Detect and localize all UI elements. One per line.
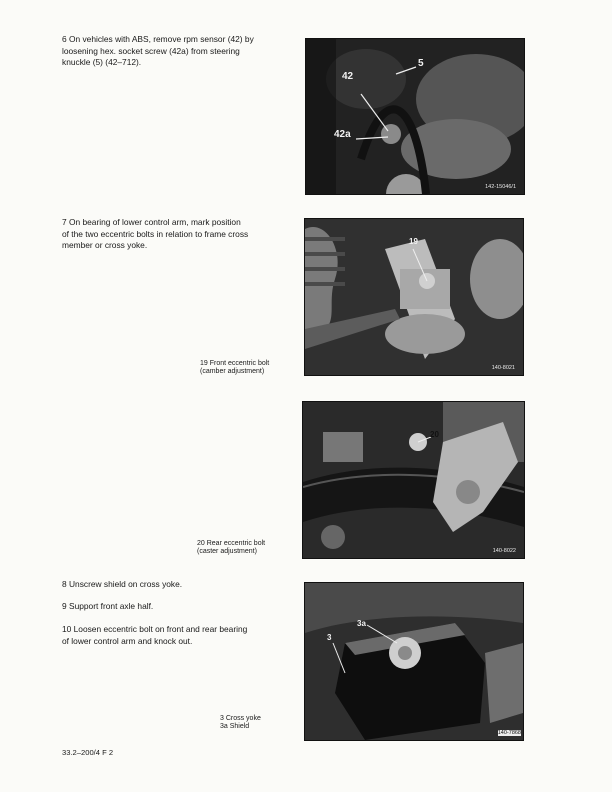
- photo-front-eccentric-bolt: [304, 218, 524, 376]
- photo-rear-eccentric-bolt-image: [303, 402, 524, 558]
- caption-cross-yoke-shield: 3 Cross yoke 3a Shield: [220, 715, 261, 731]
- step-6-text: 6 On vehicles with ABS, remove rpm sensor (42) by loosening hex. socket screw (42a) from steering knuckle (5) (42–712).: [62, 34, 254, 68]
- callout-5: 5: [418, 58, 424, 69]
- callout-20: 20: [430, 430, 439, 439]
- photo-cross-yoke-shield: [304, 582, 524, 741]
- step-7-text: 7 On bearing of lower control arm, mark position of the two eccentric bolts in relation to frame cross member or cross yoke.: [62, 217, 249, 251]
- callout-19: 19: [409, 237, 418, 246]
- photo-ref-3: 140-8022: [492, 548, 516, 554]
- photo-rear-eccentric-bolt: [302, 401, 525, 559]
- callout-42a: 42a: [334, 129, 351, 140]
- step-9-text: 9 Support front axle half.: [62, 601, 154, 611]
- caption-front-eccentric-bolt: 19 Front eccentric bolt (camber adjustment): [200, 360, 270, 376]
- photo-ref-2: 140-8021: [491, 365, 515, 371]
- photo-ref-4: 140-7868: [497, 730, 521, 736]
- photo-ref-1: 142-15046/1: [485, 184, 516, 190]
- callout-42: 42: [342, 71, 354, 82]
- caption-rear-eccentric-bolt: 20 Rear eccentric bolt (caster adjustment): [197, 540, 266, 556]
- photo-abs-sensor-image: [306, 39, 524, 194]
- callout-3: 3: [327, 633, 332, 642]
- photo-abs-sensor: [305, 38, 525, 195]
- step-10-text: 10 Loosen eccentric bolt on front and rear bearing of lower control arm and knock out.: [62, 624, 248, 646]
- step-8-text: 8 Unscrew shield on cross yoke.: [62, 579, 183, 589]
- callout-3a: 3a: [357, 619, 366, 628]
- photo-cross-yoke-shield-image: [305, 583, 523, 740]
- page-footer: 33.2–200/4 F 2: [62, 748, 114, 757]
